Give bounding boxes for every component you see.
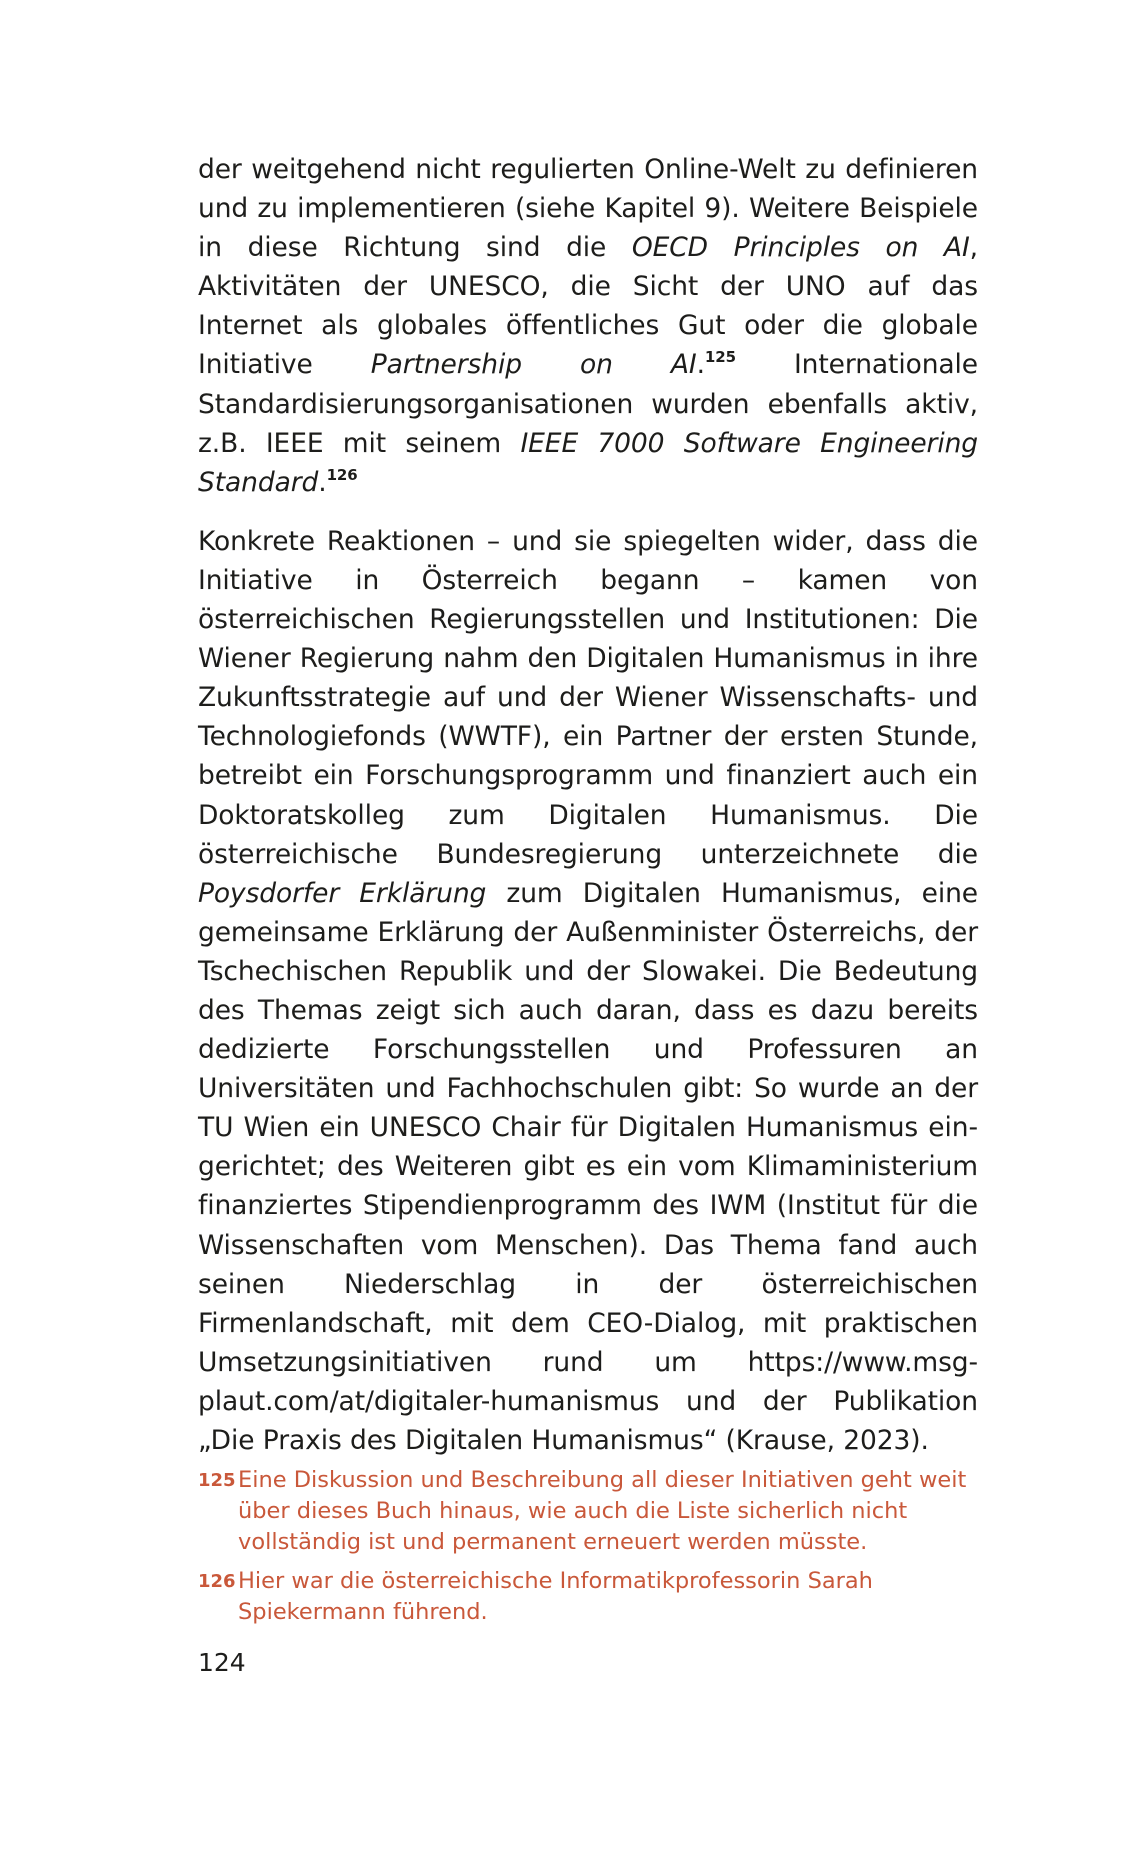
- paragraph-2-text-1: Konkrete Reaktionen – und sie spiegelten wider, dass die Initiative in Österreich begann – kamen von österreichischen Regierungsstellen und Institutionen: Die Wiener Regierung nahm den Digitalen Humanismus in ihre Zukunftsstrategie auf und der Wiener Wissenschafts- und Technologiefonds (WWTF), ein Partner der ersten Stunde, betreibt ein Forschungsprogramm und finanziert auch ein Doktoratskolleg zum Digitalen Humanismus. Die österreichische Bundesregierung unterzeichnete die: [198, 525, 978, 870]
- main-text: [198, 150, 978, 1460]
- footnote-number: 125: [198, 1470, 236, 1491]
- paragraph-1-italic-ieee: IEEE 7000 Software Engineering Standard: [198, 427, 979, 498]
- paragraph-1-text-5: .: [318, 466, 327, 498]
- footnote-text: Hier war die österreichische Informatikprofessorin Sarah Spiekermann führend.: [238, 1568, 873, 1625]
- paragraph-1-italic-oecd: OECD Principles on AI: [631, 232, 970, 264]
- paragraph-2: [198, 522, 978, 1460]
- paragraph-1-text-1: der weitgehend nicht regulierten Online-Welt zu definieren und zu implementieren (siehe Kapitel 9). Weitere Beispiele in diese Richtung sind die: [198, 154, 978, 264]
- footnote-126: [198, 1566, 978, 1628]
- footnotes: [198, 1465, 978, 1636]
- footnote-text: Eine Diskussion und Beschreibung all dieser Initiativen geht weit über dieses Buch hinaus, wie auch die Liste sicherlich nicht vollständig ist und permanent erneuert werden müsste.: [238, 1467, 967, 1555]
- page-number: 124: [198, 1648, 246, 1677]
- footnote-ref-125[interactable]: 125: [704, 348, 736, 367]
- paragraph-1-italic-partnership: Partnership on AI: [370, 349, 697, 381]
- paragraph-1-text-3: .: [696, 349, 705, 381]
- paragraph-1-text-4: Internationale Standardisierungsorganisationen wurden ebenfalls aktiv, z.B. IEEE mit seinem: [198, 349, 978, 459]
- paragraph-1-text-2: , Aktivitäten der UNESCO, die Sicht der UNO auf das Internet als globales öffentliches Gut oder die globale Initiative: [198, 232, 978, 381]
- footnote-number: 126: [198, 1571, 236, 1592]
- footnote-125: [198, 1465, 978, 1558]
- paragraph-1: [198, 150, 978, 502]
- paragraph-2-text-2: zum Digitalen Humanismus, eine gemeinsame Erklärung der Außenminister Österreichs, der Tschechischen Republik und der Slowakei. Die Bedeutung des Themas zeigt sich auch daran, dass es dazu bereits dedizierte Forschungsstellen und Professuren an Universitäten und Fachhochschulen gibt: So wurde an der TU Wien ein UNESCO Chair für Digitalen Humanismus eingerichtet; des Weiteren gibt es ein vom Klimaministerium finanziertes Stipendienprogramm des IWM (Institut für die Wissenschaften vom Menschen). Das Thema fand auch seinen Niederschlag in der österreichischen Firmenlandschaft, mit dem CEO-Dialog, mit praktischen Umsetzungsinitiativen rund um https://www.msg-plaut.com/at/digitaler-humanismus und der Publikation „Die Praxis des Digitalen Humanismus“ (Krause, 2023).: [198, 877, 978, 1456]
- paragraph-2-italic-poysdorf: Poysdorfer Erklärung: [198, 877, 487, 909]
- footnote-ref-126[interactable]: 126: [326, 465, 358, 484]
